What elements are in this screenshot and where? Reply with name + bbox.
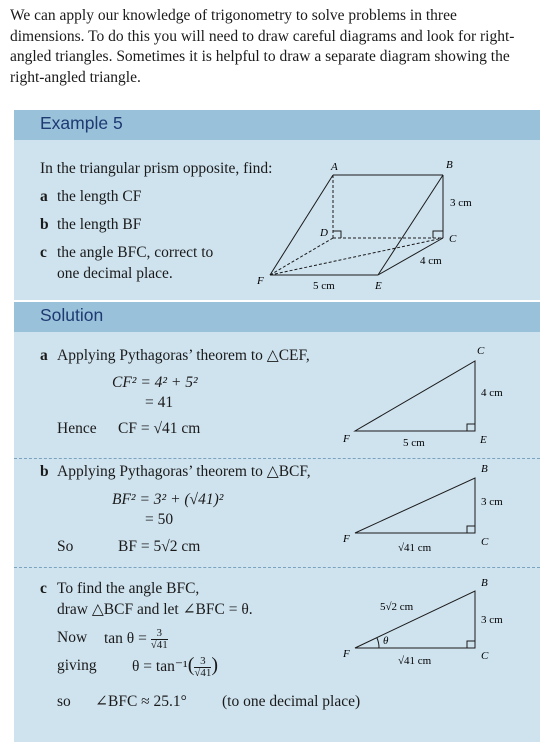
tri-c-label-bf: 5√2 cm xyxy=(380,601,414,613)
prism-label-ce: 4 cm xyxy=(420,255,442,267)
tri-a-label-ce: 4 cm xyxy=(481,387,503,399)
tri-b-label-fc: √41 cm xyxy=(398,542,432,554)
sol-b-letter: b xyxy=(40,463,49,480)
sol-b-result: BF = 5√2 cm xyxy=(118,538,201,555)
sol-a-result: CF = √41 cm xyxy=(118,420,201,437)
prism-label-c: C xyxy=(449,233,457,245)
part-c-text-line1: the angle BFC, correct to xyxy=(57,244,214,261)
tri-a-label-f: F xyxy=(343,433,350,445)
part-b-letter: b xyxy=(40,216,49,233)
part-c-text-line2: one decimal place. xyxy=(57,265,173,282)
sol-a-eq2: = 41 xyxy=(145,394,174,411)
sol-b-so: So xyxy=(57,538,74,555)
tri-c-label-f: F xyxy=(343,648,350,660)
tri-c-label-b: B xyxy=(481,577,488,589)
prism-label-a: A xyxy=(331,161,338,173)
sol-c-inv-lhs: θ = tan⁻¹ xyxy=(132,658,188,676)
sol-c-letter: c xyxy=(40,580,47,597)
frac-denominator: √41 xyxy=(150,639,168,651)
prism-label-f: F xyxy=(257,275,264,287)
sol-a-eq1: CF² = 4² + 5² xyxy=(112,374,198,391)
example-title: Example 5 xyxy=(40,113,123,133)
tri-c-label-theta: θ xyxy=(383,635,389,647)
prism-label-e: E xyxy=(375,280,382,292)
sol-a-letter: a xyxy=(40,347,48,364)
sol-a-text: Applying Pythagoras’ theorem to △CEF, xyxy=(57,347,310,364)
prism-label-b: B xyxy=(446,159,453,171)
sol-c-so: so xyxy=(57,693,71,710)
tri-b-label-c: C xyxy=(481,536,489,548)
example-prompt: In the triangular prism opposite, find: xyxy=(40,160,273,177)
sol-c-tan-lhs: tan θ = xyxy=(104,630,147,648)
tri-a-label-c: C xyxy=(477,345,485,357)
inv-frac-denominator: √41 xyxy=(194,667,212,679)
prism-label-d: D xyxy=(320,227,328,239)
intro-paragraph: We can apply our knowledge of trigonometry to solve problems in three dimensions. To do this you will need to draw careful diagrams and look for right-angled triangles. Sometimes it is helpful to draw a separate diagram showing the right-angled triangle. xyxy=(10,7,515,86)
tri-b-label-bc: 3 cm xyxy=(481,496,503,508)
solution-title: Solution xyxy=(40,305,104,325)
sol-c-text1: To find the angle BFC, xyxy=(57,580,200,597)
sol-c-now: Now xyxy=(57,629,88,646)
sol-c-note: (to one decimal place) xyxy=(222,693,361,710)
part-a-letter: a xyxy=(40,188,48,205)
sol-c-giving: giving xyxy=(57,657,97,674)
sol-b-eq1: BF² = 3² + (√41)² xyxy=(112,491,224,508)
sol-c-inv-eq: θ = tan⁻¹( $\frac{3}{√41}$ ) xyxy=(132,654,219,679)
tri-b-label-b: B xyxy=(481,463,488,475)
inv-frac-numerator: 3 xyxy=(194,656,211,668)
part-c-letter: c xyxy=(40,244,47,261)
frac-numerator: 3 xyxy=(151,628,168,640)
sol-c-final: ∠BFC ≈ 25.1° xyxy=(95,693,187,710)
tri-b-label-f: F xyxy=(343,533,350,545)
tri-c-label-fc: √41 cm xyxy=(398,655,432,667)
prism-label-bc: 3 cm xyxy=(450,197,472,209)
part-b-text: the length BF xyxy=(57,216,142,233)
sol-b-eq2: = 50 xyxy=(145,511,174,528)
tri-a-label-e: E xyxy=(480,434,487,446)
prism-label-fe: 5 cm xyxy=(313,280,335,292)
part-a-text: the length CF xyxy=(57,188,142,205)
tri-a-label-fe: 5 cm xyxy=(403,437,425,449)
sol-b-text: Applying Pythagoras’ theorem to △BCF, xyxy=(57,463,311,480)
sol-a-hence: Hence xyxy=(57,420,97,437)
sol-c-text2: draw △BCF and let ∠BFC = θ. xyxy=(57,601,253,618)
tri-c-label-c: C xyxy=(481,650,489,662)
tri-c-label-bc: 3 cm xyxy=(481,614,503,626)
